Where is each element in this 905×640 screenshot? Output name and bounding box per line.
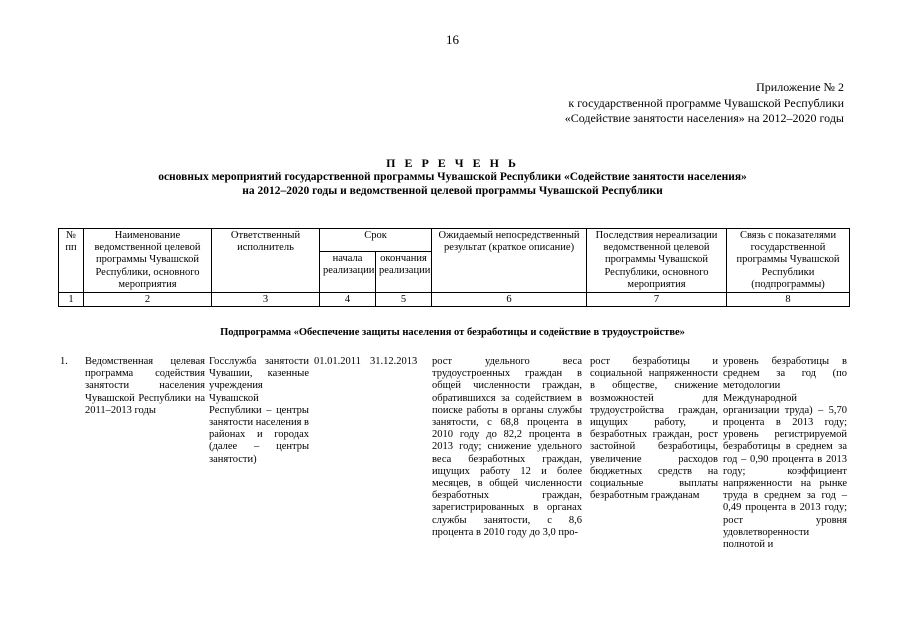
header-executor: Ответственный исполнитель: [212, 229, 320, 293]
row-number: 1.: [60, 356, 68, 367]
measures-table: [58, 228, 850, 307]
document-heading: [0, 156, 905, 198]
page-number: 16: [446, 32, 459, 47]
column-number-row: [59, 293, 850, 307]
header-end: окончания реализации: [376, 251, 432, 292]
column-number: 8: [727, 293, 850, 307]
column-number: 6: [432, 293, 587, 307]
header-consequences: Последствия нереализации ведомственной целевой программы Чувашской Республики, основного мероприятия: [587, 229, 727, 293]
appendix-line: к государственной программе Чувашской Республики: [568, 95, 844, 110]
row-result: рост удельного веса трудоустроенных граждан в общей численности граждан, обратившихся за содействием в поиске работы в органы службы занятости, с 68,8 процента в 2010 году до 82,2 процента в 2013 году; снижение удельного веса безработных граждан, ищущих работу 12 и более месяцев, в общей численности безработных граждан, зарегистрированных в органах службы занятости, с 8,6 процента в 2010 году до 3,0 про-: [432, 356, 582, 538]
header-num: № пп: [59, 229, 84, 293]
row-link: уровень безработицы в среднем за год (по методологии Международной организации труда) – 5,70 процента в 2013 году; уровень регистрируемой безработицы в среднем за год – 0,90 процента в 2013 году; коэффициент напряженности на рынке труда в среднем за год – 0,49 процента в 2013 году; рост уровня удовлетворенности полнотой и: [723, 356, 847, 551]
column-number: 5: [376, 293, 432, 307]
header-link: Связь с показателями государственной программы Чувашской Республики (подпрограммы): [727, 229, 850, 293]
appendix-line: «Содействие занятости населения» на 2012–2020 годы: [564, 111, 844, 125]
document-subtitle: основных мероприятий государственной программы Чувашской Республики «Содействие занятости населения»: [158, 171, 747, 183]
appendix-title: Приложение № 2: [756, 80, 844, 94]
column-number: 2: [84, 293, 212, 307]
column-number: 7: [587, 293, 727, 307]
column-number: 3: [212, 293, 320, 307]
row-end-date: 31.12.2013: [370, 356, 418, 367]
row-executor: Госслужба занятости Чувашии, казенные учреждения Чувашской Республики – центры занятости населения в районах и городах (далее – центры занятости): [209, 356, 309, 465]
subprogram-title: Подпрограмма «Обеспечение защиты населения от безработицы и содействие в трудоустройстве»: [220, 327, 685, 338]
document-subtitle: на 2012–2020 годы и ведомственной целевой программы Чувашской Республики: [242, 185, 663, 197]
row-name: Ведомственная целевая программа содействия занятости населения Чувашской Республики на 2011–2013 годы: [85, 356, 205, 416]
header-start: начала реализации: [320, 251, 376, 292]
column-number: 4: [320, 293, 376, 307]
header-name: Наименование ведомственной целевой программы Чувашской Республики, основного мероприятия: [84, 229, 212, 293]
header-result: Ожидаемый непосредственный результат (краткое описание): [432, 229, 587, 293]
document-title: П Е Р Е Ч Е Н Ь: [386, 156, 519, 170]
row-start-date: 01.01.2011: [314, 356, 361, 367]
header-term: Срок: [320, 229, 432, 252]
row-consequences: рост безработицы и социальной напряженности в обществе, снижение возможностей для трудоустройства граждан, ищущих работу, и безработных граждан, рост застойной безработицы, увеличение расходов бюджетных средств на социальные выплаты безработным гражданам: [590, 356, 718, 502]
appendix-block: [480, 80, 844, 127]
column-number: 1: [59, 293, 84, 307]
